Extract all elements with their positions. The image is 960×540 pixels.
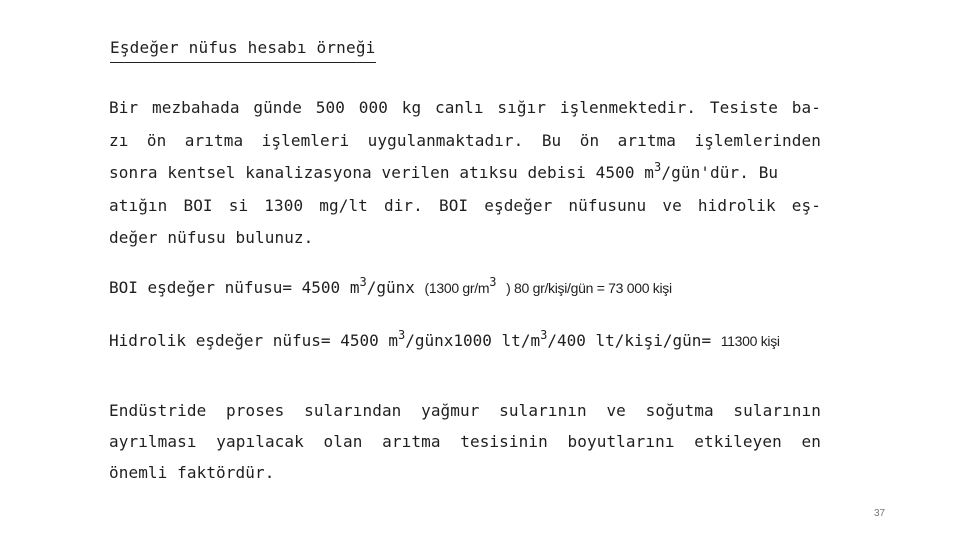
- closing-paragraph: [109, 395, 821, 488]
- page-title: Eşdeğer nüfus hesabı örneği: [110, 38, 376, 63]
- formula-result: ) 80 gr/kişi/gün = 73 000 kişi: [506, 280, 672, 296]
- closing-line: Endüstride proses sularından yağmur sularının ve soğutma sularının: [109, 401, 821, 420]
- closing-line: önemli faktördür.: [109, 463, 275, 482]
- superscript: 3: [397, 328, 406, 342]
- hydraulic-equivalent-formula: [109, 328, 780, 350]
- formula-paren-open: (1300 gr/m: [424, 280, 490, 296]
- problem-line-tail: /gün'dür. Bu: [661, 163, 779, 182]
- superscript: 3: [489, 275, 497, 289]
- problem-line: Bir mezbahada günde 500 000 kg canlı sığır işlenmektedir. Tesiste ba-: [109, 98, 821, 117]
- closing-line: ayrılması yapılacak olan arıtma tesisinin boyutlarını etkileyen en: [109, 432, 821, 451]
- problem-line-text: sonra kentsel kanalizasyona verilen atıksu debisi 4500 m: [109, 163, 655, 182]
- superscript: 3: [540, 328, 548, 342]
- formula-mid: /günx1000 lt/m: [405, 331, 541, 350]
- page-number: 37: [874, 508, 886, 519]
- formula-lhs: Hidrolik eşdeğer nüfus= 4500 m: [109, 331, 398, 350]
- problem-line: zı ön arıtma işlemleri uygulanmaktadır. Bu ön arıtma işlemlerinden: [109, 130, 821, 150]
- superscript: 3: [654, 160, 662, 174]
- formula-lhs: BOI eşdeğer nüfusu= 4500 m: [109, 278, 360, 297]
- formula-result: 11300 kişi: [720, 333, 780, 349]
- problem-line: atığın BOI si 1300 mg/lt dir. BOI eşdeğer nüfusunu ve hidrolik eş-: [109, 195, 821, 215]
- superscript: 3: [359, 275, 367, 289]
- boi-equivalent-formula: [109, 275, 672, 297]
- problem-line: değer nüfusu bulunuz.: [109, 228, 314, 247]
- formula-unit: /günx: [366, 278, 415, 297]
- formula-tail: /400 lt/kişi/gün=: [547, 331, 712, 350]
- problem-line: [109, 157, 821, 190]
- problem-paragraph: [109, 92, 821, 255]
